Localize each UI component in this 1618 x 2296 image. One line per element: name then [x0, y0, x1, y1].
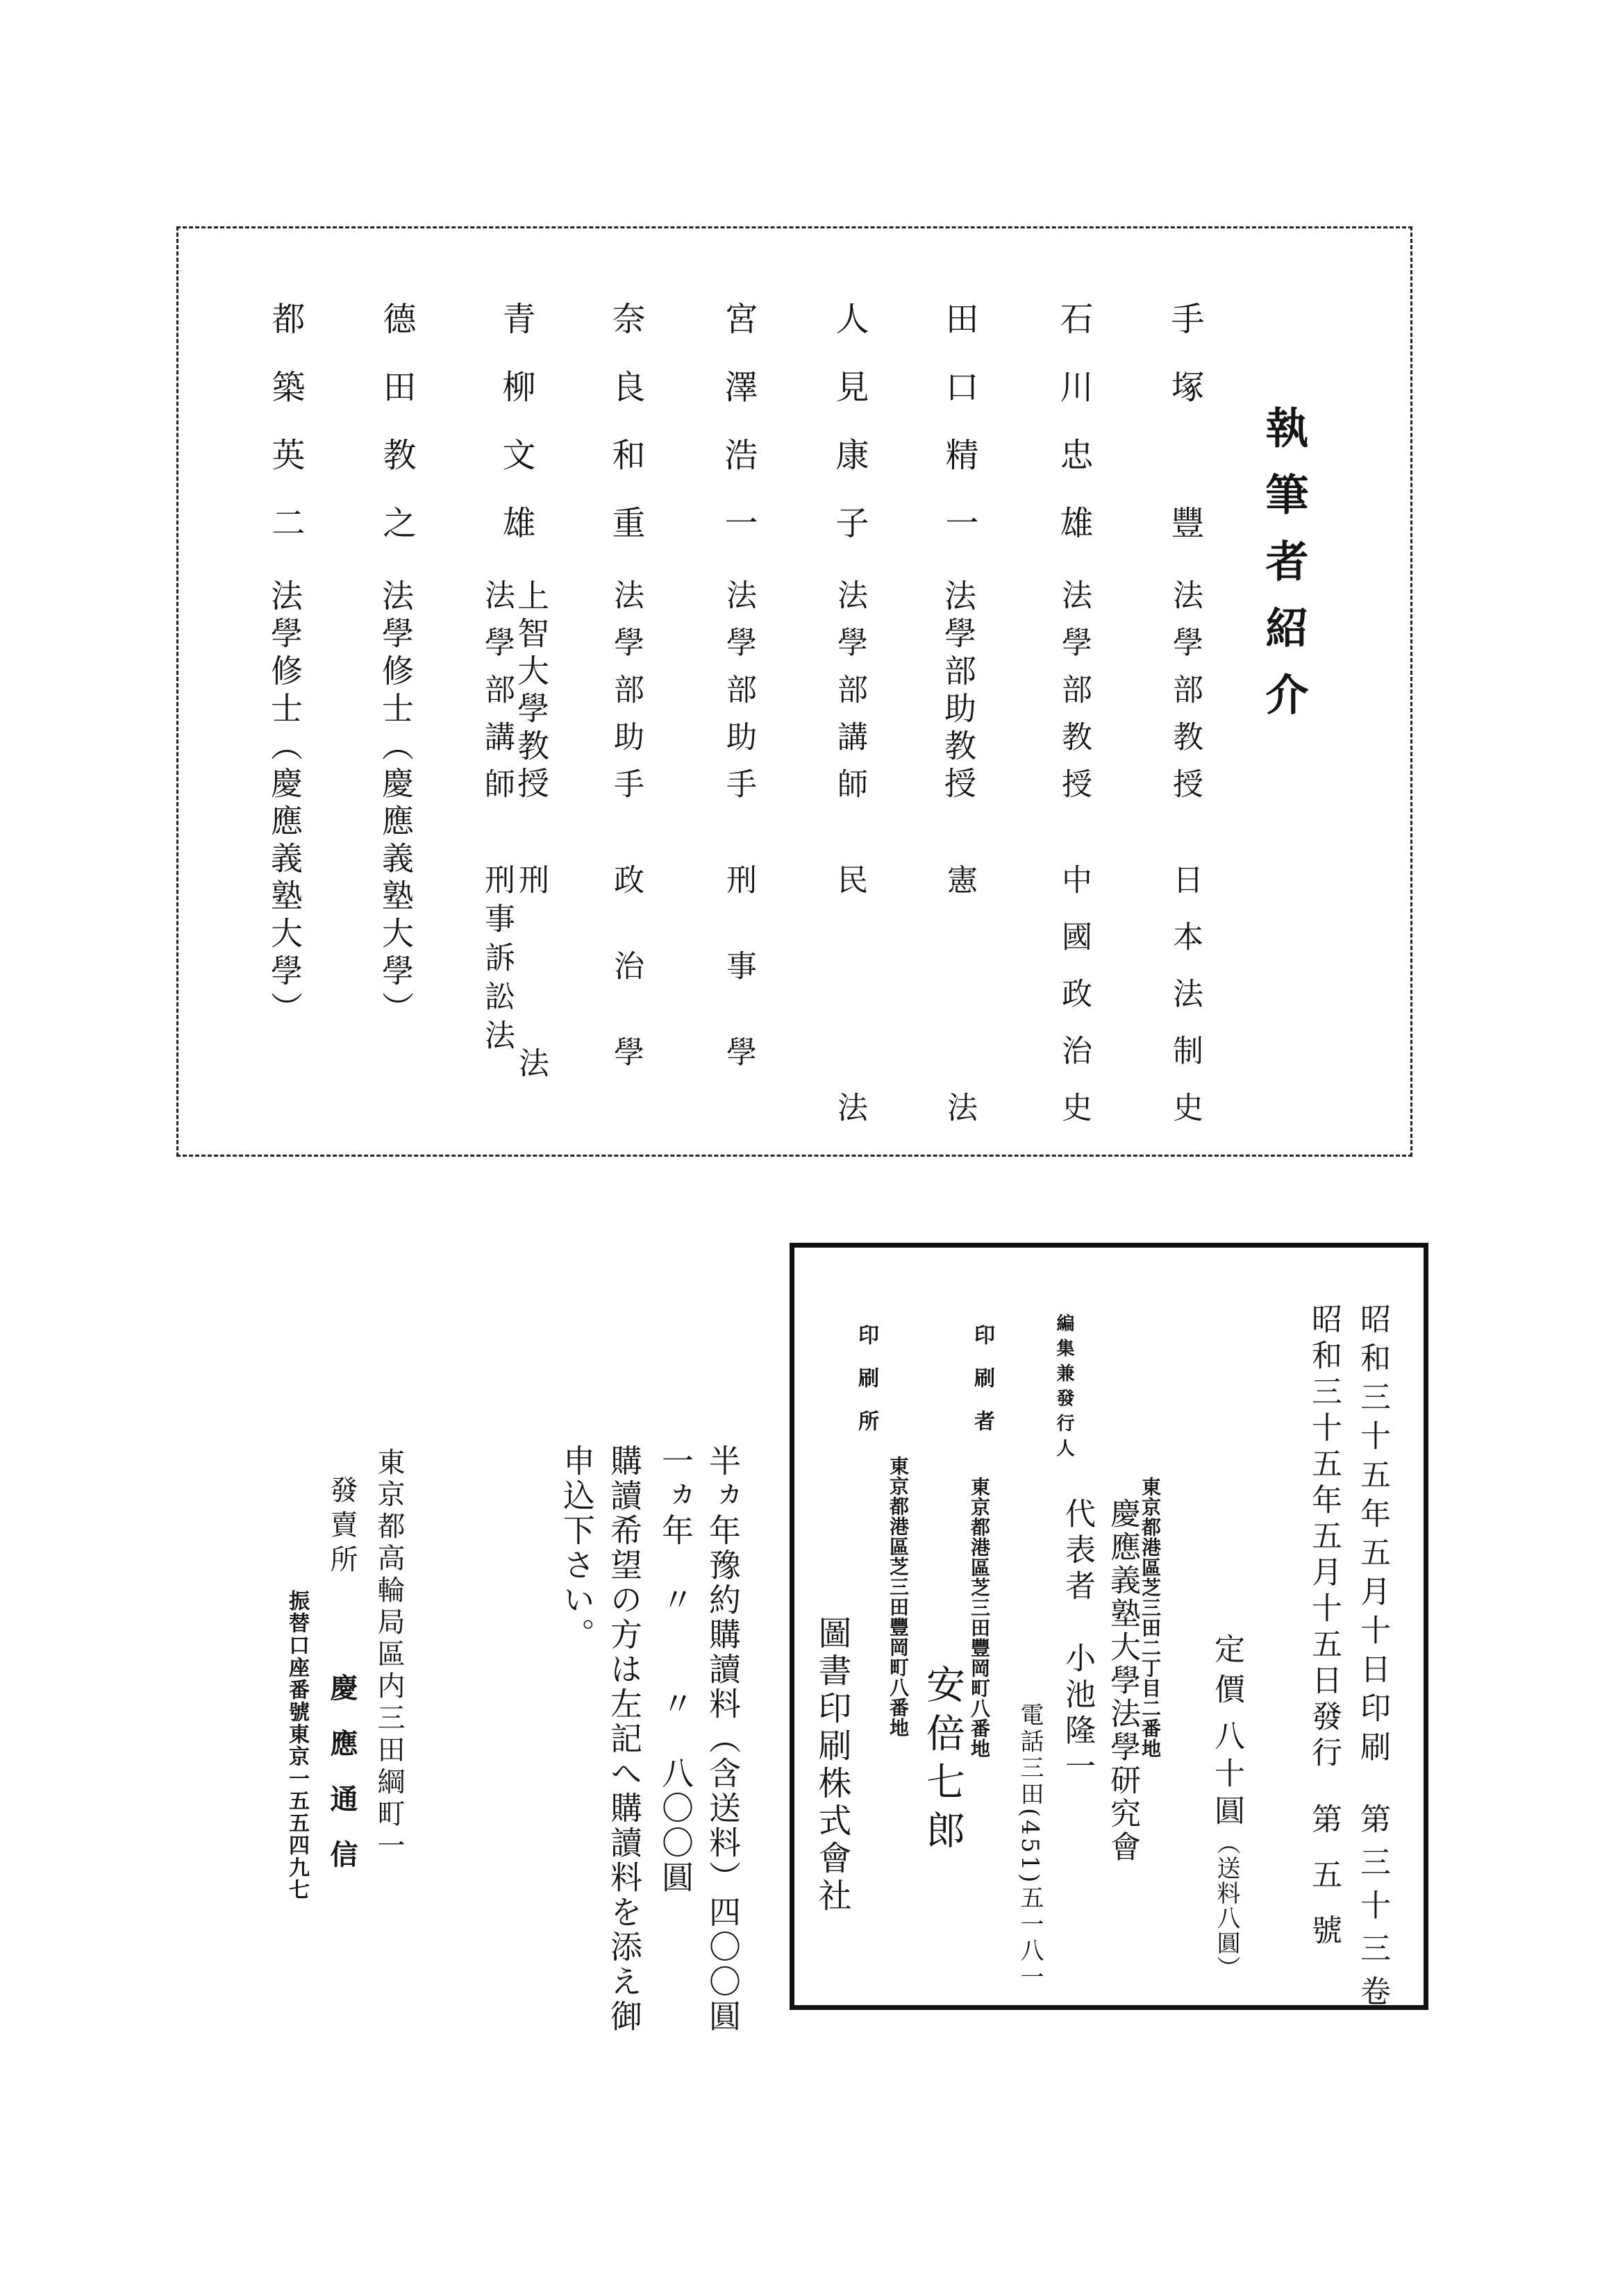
- price-label: 定價: [1209, 1633, 1244, 1713]
- price: 八十圓: [1209, 1720, 1244, 1832]
- editor-label: 編集兼發行人: [1053, 1314, 1074, 1464]
- contributor-position-secondary: 法學部講師: [479, 579, 515, 815]
- contributor-position: 法學修士（慶應義塾大學）: [266, 579, 303, 1029]
- contributor-name: 都築英二: [266, 301, 305, 573]
- contributor-field: 民 法: [832, 864, 867, 1205]
- editor-address: 東京都港區芝三田二丁目二番地: [1139, 1477, 1162, 1759]
- contributor-name: 人見康子: [830, 301, 869, 573]
- printer-label: 印刷者: [970, 1324, 994, 1453]
- subscription-note-2: 申込下さい。: [558, 1444, 596, 1652]
- distributor-label: 發賣所: [326, 1475, 358, 1579]
- editor-organization: 慶應義塾大學法學研究會: [1105, 1498, 1140, 1864]
- contributors-title: 執筆者紹介: [1258, 405, 1309, 739]
- subscription-note: 購讀希望の方は左記へ購讀料を添え御: [606, 1444, 643, 2034]
- issue-date: 昭和三十五年五月十五日發行: [1306, 1303, 1342, 1773]
- contributor-field: 日本法制史: [1167, 864, 1203, 1148]
- contributor-field: 憲 法: [942, 864, 977, 1205]
- contributor-name: 青柳文雄: [497, 301, 535, 573]
- print-date: 昭和三十五年五月十日印刷: [1355, 1303, 1390, 1770]
- phone: 電話三田(451)五一八一: [1016, 1702, 1044, 1991]
- contributor-name: 宮澤浩一: [719, 301, 758, 573]
- printer-name: 安倍七郎: [920, 1664, 965, 1859]
- contributor-field: 中國政治史: [1056, 864, 1092, 1148]
- contributor-field-secondary: 刑事訴訟法: [479, 864, 515, 1058]
- subscription-one-year: 一ヵ年 〃 〃 八〇〇圓: [657, 1444, 694, 1895]
- contributor-field: 政治學: [608, 864, 644, 1122]
- contributor-position: 法學部助教授: [940, 579, 977, 804]
- contributors-box: [176, 226, 1412, 1230]
- contributor-position: 法學修士（慶應義塾大學）: [377, 579, 415, 1029]
- contributor-position: 法學部教授: [1056, 579, 1092, 815]
- contributor-position: 法學部講師: [832, 579, 867, 815]
- contributor-position: 法學部助手: [608, 579, 644, 815]
- contributor-name: 奈良和重: [606, 301, 645, 573]
- contributor-position: 法學部教授: [1167, 579, 1203, 815]
- printshop-name: 圖書印刷株式會社: [812, 1616, 851, 1916]
- distributor-account: 振替口座番號東京一五五四九七: [285, 1590, 309, 1901]
- contributor-position: 法學部助手: [721, 579, 756, 815]
- contributor-name: 田口精一: [940, 301, 978, 573]
- representative: 代表者 小池隆一: [1060, 1498, 1095, 1786]
- distributor-name: 慶應通信: [326, 1673, 358, 1895]
- printshop-label: 印刷所: [854, 1324, 878, 1453]
- issue-number: 第五號: [1306, 1803, 1342, 1970]
- contributor-field: 刑事學: [721, 864, 756, 1122]
- printshop-address: 東京都港區芝三田豐岡町八番地: [887, 1456, 910, 1738]
- contributor-name: 德田教之: [377, 301, 416, 573]
- distributor-address: 東京都高輪局區内三田綱町一: [373, 1448, 405, 1863]
- contributor-position: 上智大學教授: [512, 579, 550, 804]
- contributor-name: 手塚 豐: [1165, 301, 1204, 573]
- volume-number: 第三十三卷: [1355, 1803, 1390, 2018]
- postage-note: （送料八圓）: [1212, 1831, 1240, 1981]
- subscription-half-year: 半ヵ年豫約購讀料（含送料）四〇〇圓: [704, 1444, 742, 2034]
- colophon-box: [790, 1243, 1428, 2018]
- contributor-field: 刑法: [513, 864, 549, 1230]
- contributor-name: 石川忠雄: [1054, 301, 1093, 573]
- printer-address: 東京都港區芝三田豐岡町八番地: [968, 1477, 991, 1759]
